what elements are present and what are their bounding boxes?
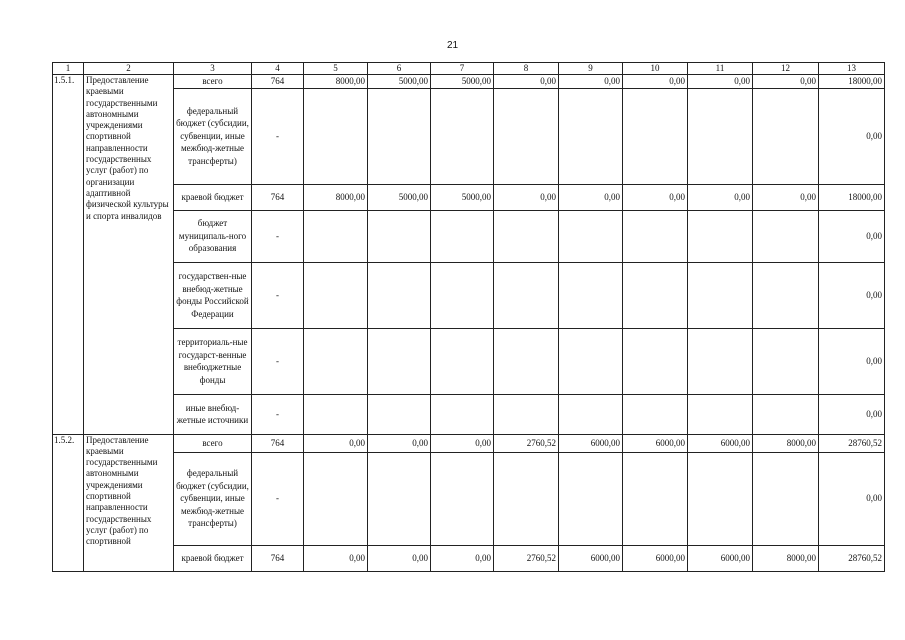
amount-cell [304,88,368,184]
column-header: 13 [819,63,885,75]
table-row [53,394,885,434]
amount-cell [623,328,688,394]
amount-cell: 0,00 [819,262,885,328]
budget-code: - [252,394,304,434]
amount-cell: 2760,52 [494,434,559,452]
amount-cell: 6000,00 [559,434,623,452]
column-header: 2 [84,63,174,75]
amount-cell: 2760,52 [494,545,559,571]
amount-cell [304,210,368,262]
amount-cell: 5000,00 [368,184,431,210]
funding-source: краевой бюджет [174,184,252,210]
funding-source: федеральный бюджет (субсидии, субвенции, иные межбюд-жетные трансферты) [174,452,252,545]
section-description: Предоставление краевыми государственными автономными учреждениями спортивной направленности государственных услуг (работ) по организации адаптивной физической культуры и спорта инвалидов [84,75,174,435]
amount-cell [304,328,368,394]
amount-cell [753,88,819,184]
amount-cell: 0,00 [623,75,688,89]
table-row [53,328,885,394]
amount-cell [559,88,623,184]
amount-cell [559,262,623,328]
amount-cell [431,262,494,328]
amount-cell [559,452,623,545]
amount-cell: 0,00 [623,184,688,210]
budget-code: - [252,210,304,262]
amount-cell [368,394,431,434]
amount-cell [368,328,431,394]
amount-cell [753,394,819,434]
amount-cell [688,262,753,328]
amount-cell [753,328,819,394]
budget-code: - [252,88,304,184]
amount-cell: 0,00 [688,184,753,210]
amount-cell [688,210,753,262]
funding-source: всего [174,434,252,452]
amount-cell: 0,00 [753,75,819,89]
table-row [53,545,885,571]
budget-table [52,62,885,572]
section-description: Предоставление краевыми государственными автономными учреждениями спортивной направленности государственных услуг (работ) по спортивной [84,434,174,571]
amount-cell [623,452,688,545]
funding-source: иные внебюд-жетные источники [174,394,252,434]
amount-cell: 0,00 [304,545,368,571]
column-header-row [53,63,885,75]
budget-code: 764 [252,75,304,89]
column-header: 10 [623,63,688,75]
table-row [53,75,885,89]
amount-cell [494,452,559,545]
amount-cell: 0,00 [753,184,819,210]
budget-code: 764 [252,545,304,571]
amount-cell: 8000,00 [753,545,819,571]
amount-cell: 28760,52 [819,434,885,452]
amount-cell [494,328,559,394]
amount-cell: 0,00 [819,88,885,184]
amount-cell: 28760,52 [819,545,885,571]
amount-cell: 0,00 [368,545,431,571]
amount-cell [753,262,819,328]
funding-source: бюджет муниципаль-ного образования [174,210,252,262]
funding-source: всего [174,75,252,89]
table-row [53,88,885,184]
column-header: 6 [368,63,431,75]
amount-cell: 8000,00 [753,434,819,452]
amount-cell [368,262,431,328]
amount-cell [559,328,623,394]
amount-cell: 18000,00 [819,75,885,89]
amount-cell [494,394,559,434]
amount-cell: 0,00 [494,75,559,89]
amount-cell [688,328,753,394]
amount-cell [494,88,559,184]
amount-cell: 0,00 [494,184,559,210]
amount-cell [431,394,494,434]
amount-cell [623,394,688,434]
amount-cell: 0,00 [819,394,885,434]
amount-cell: 6000,00 [623,434,688,452]
funding-source: федеральный бюджет (субсидии, субвенции, иные межбюд-жетные трансферты) [174,88,252,184]
amount-cell: 5000,00 [431,75,494,89]
amount-cell [559,210,623,262]
amount-cell: 0,00 [819,328,885,394]
amount-cell: 0,00 [431,545,494,571]
amount-cell [304,452,368,545]
funding-source: государствен-ные внебюд-жетные фонды Российской Федерации [174,262,252,328]
funding-source: краевой бюджет [174,545,252,571]
column-header: 4 [252,63,304,75]
amount-cell: 8000,00 [304,75,368,89]
amount-cell [688,394,753,434]
amount-cell: 6000,00 [688,545,753,571]
amount-cell [368,88,431,184]
table-row [53,210,885,262]
amount-cell [431,328,494,394]
table-row [53,184,885,210]
amount-cell [431,210,494,262]
amount-cell [368,452,431,545]
column-header: 5 [304,63,368,75]
amount-cell: 6000,00 [559,545,623,571]
amount-cell [494,210,559,262]
amount-cell: 0,00 [304,434,368,452]
column-header: 11 [688,63,753,75]
column-header: 8 [494,63,559,75]
table-row [53,434,885,452]
amount-cell [688,452,753,545]
amount-cell [559,394,623,434]
page-number: 21 [446,40,459,51]
amount-cell [623,262,688,328]
column-header: 3 [174,63,252,75]
amount-cell [623,210,688,262]
amount-cell [368,210,431,262]
amount-cell: 0,00 [559,184,623,210]
budget-code: - [252,452,304,545]
column-header: 12 [753,63,819,75]
amount-cell: 0,00 [368,434,431,452]
amount-cell: 5000,00 [431,184,494,210]
amount-cell [431,88,494,184]
amount-cell [688,88,753,184]
amount-cell [431,452,494,545]
section-number: 1.5.2. [53,434,84,571]
amount-cell: 8000,00 [304,184,368,210]
amount-cell [623,88,688,184]
amount-cell: 0,00 [688,75,753,89]
amount-cell: 6000,00 [688,434,753,452]
budget-code: - [252,262,304,328]
budget-code: 764 [252,184,304,210]
amount-cell: 0,00 [819,452,885,545]
budget-code: 764 [252,434,304,452]
amount-cell [753,452,819,545]
table-row [53,452,885,545]
amount-cell [304,394,368,434]
column-header: 9 [559,63,623,75]
amount-cell [494,262,559,328]
section-number: 1.5.1. [53,75,84,435]
amount-cell [753,210,819,262]
amount-cell: 6000,00 [623,545,688,571]
budget-code: - [252,328,304,394]
amount-cell: 5000,00 [368,75,431,89]
amount-cell: 0,00 [431,434,494,452]
amount-cell [304,262,368,328]
amount-cell: 18000,00 [819,184,885,210]
amount-cell: 0,00 [559,75,623,89]
table-row [53,262,885,328]
funding-source: территориаль-ные государст-венные внебюджетные фонды [174,328,252,394]
column-header: 7 [431,63,494,75]
amount-cell: 0,00 [819,210,885,262]
column-header: 1 [53,63,84,75]
